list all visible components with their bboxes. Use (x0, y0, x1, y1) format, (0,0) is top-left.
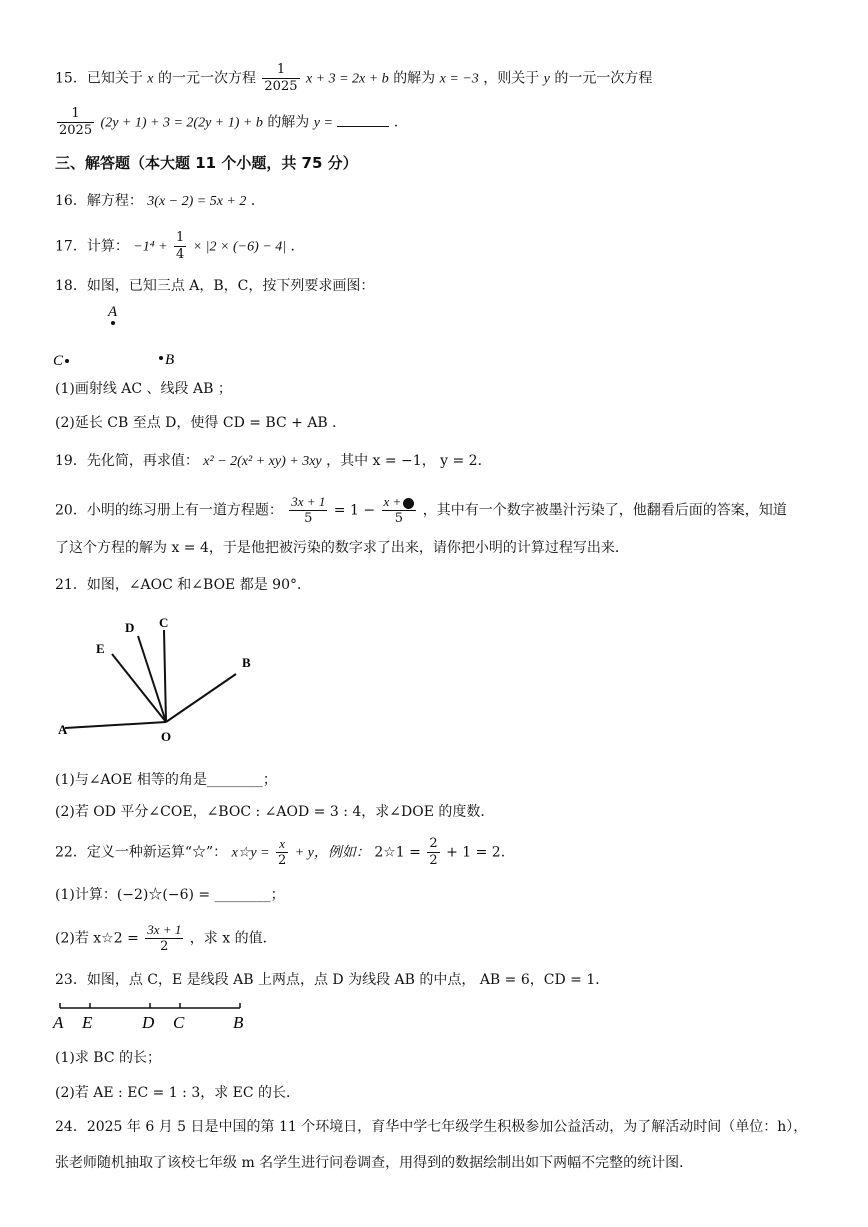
q22-def-fraction: $\frac{x}{2}$ (277, 836, 287, 868)
q19 (55, 451, 492, 472)
q15-fraction-1: $\frac{1}{2025}$ (264, 62, 298, 94)
q22-def-a: x☆y = (231, 845, 270, 861)
q21-figure (50, 610, 270, 745)
q22-line1 (55, 836, 515, 869)
q16 (55, 191, 265, 212)
q18-label-b: B (165, 352, 175, 368)
q23-label-a: A (53, 1013, 64, 1032)
q21-label-c: C (159, 615, 169, 630)
q21-label-b: B (242, 655, 251, 670)
q18-label-c: C (53, 353, 64, 369)
q22-part2-fraction: $\frac{3x + 1}{2}$ (147, 922, 182, 954)
q23-text: 23．如图，点 C，E 是线段 AB 上两点，点 D 为线段 AB 的中点， AB = 6，CD = 1． (55, 972, 610, 988)
q16-end: ． (250, 193, 265, 209)
q16-equation: 3(x − 2) = 5x + 2 (147, 194, 247, 209)
ray-ob (166, 674, 236, 722)
q20-mid: = 1 − (333, 502, 376, 519)
section-3-title: 三、解答题（本大题 11 个小题，共 75 分） (55, 154, 358, 172)
q21-label-d: D (125, 620, 135, 635)
q18-point-b (159, 356, 163, 360)
q22-label: 22．定义一种新运算“☆”： (55, 844, 228, 861)
q15-fraction-2: $\frac{1}{2025}$ (59, 106, 93, 138)
q19-label: 19．先化简，再求值： (55, 453, 199, 469)
q15-text-a: 15．已知关于 (55, 70, 143, 87)
q18-point-a (111, 321, 115, 325)
ray-oc (164, 630, 166, 722)
q15-equation-2: (2y + 1) + 3 = 2(2y + 1) + b (100, 115, 263, 131)
q18-part1: (1)画射线 AC 、线段 AB ； (55, 381, 232, 397)
q20-line2: 了这个方程的解为 x = 4，于是他把被污染的数字求了出来，请你把小明的计算过程写出来． (55, 540, 629, 556)
q18-label-a: A (108, 304, 118, 320)
q20-line1 (55, 494, 787, 527)
q21-text: 21．如图，∠AOC 和∠BOE 都是 90°． (55, 577, 311, 593)
q17-label: 17．计算： (55, 238, 129, 255)
q15-text-b: 的一元一次方程 (157, 70, 256, 87)
q15-line1 (55, 62, 652, 95)
q15-text-e: 的一元一次方程 (554, 70, 653, 87)
q23-figure (50, 998, 260, 1034)
q21-label-o: O (161, 729, 172, 744)
q17-expr-pre: −1⁴ + (133, 239, 168, 255)
q22-example-fraction: $\frac{2}{2}$ (429, 836, 438, 868)
q22-part2-b: ，求 x 的值． (189, 930, 277, 947)
q18-figure (50, 298, 210, 372)
q15-text-c: 的解为 (393, 70, 436, 87)
q15-end: ． (393, 114, 408, 131)
q17-expr-post: × |2 × (−6) − 4| (192, 239, 287, 255)
q22-example-a: 2☆1 = (374, 844, 421, 861)
q23-part2: (2)若 AE : EC = 1 : 3，求 EC 的长． (55, 1085, 301, 1101)
q16-label: 16．解方程： (55, 193, 143, 209)
q15-equation-1: x + 3 = 2x + b (305, 71, 389, 87)
q20-rest1: ，其中有一个数字被墨汁污染了，他翻看后面的答案，知道 (422, 502, 787, 519)
q21-part2: (2)若 OD 平分∠COE，∠BOC : ∠AOD = 3 : 4，求∠DOE 的度数． (55, 804, 495, 820)
q21-label-e: E (96, 641, 105, 656)
q17-fraction: $\frac{1}{4}$ (176, 230, 185, 262)
q15-text-d: ，则关于 (483, 70, 540, 87)
ray-oe (112, 654, 166, 722)
q23-part1: (1)求 BC 的长； (55, 1050, 161, 1066)
q17-end: ． (290, 238, 305, 255)
q18-part2: (2)延长 CB 至点 D，使得 CD = BC + AB ． (55, 415, 347, 431)
q20-fraction-2: $\frac{x +}{5}$ (382, 494, 417, 527)
q23-label-b: B (233, 1013, 244, 1032)
q15-text-f: 的解为 (267, 114, 310, 131)
q15-answer-blank[interactable] (337, 112, 389, 127)
q15-solution: x = −3 (439, 71, 479, 87)
q19-expression: x² − 2(x² + xy) + 3xy (203, 454, 322, 469)
ray-oa (65, 722, 166, 728)
q21-label-a: A (58, 722, 68, 737)
q17 (55, 230, 305, 263)
q21-part1: (1)与∠AOE 相等的角是________； (55, 772, 277, 788)
q18-text: 18．如图，已知三点 A，B，C，按下列要求画图： (55, 278, 375, 294)
q22-part1: (1)计算：(−2)☆(−6) = ________； (55, 887, 285, 903)
q15-var-x: x (147, 71, 154, 87)
q24-line1: 24．2025 年 6 月 5 日是中国的第 11 个环境日，育华中学七年级学生积极参加公益活动，为了解活动时间（单位：h）， (55, 1119, 808, 1135)
q22-def-b: + y，例如： (294, 845, 370, 861)
q20-label: 20．小明的练习册上有一道方程题： (55, 502, 283, 519)
q15-var-y: y (543, 71, 550, 87)
q24-line2: 张老师随机抽取了该校七年级 m 名学生进行问卷调查，用得到的数据绘制出如下两幅不完整的统计图． (55, 1155, 694, 1171)
q23-label-e: E (82, 1013, 93, 1032)
ink-blot-icon (403, 498, 414, 509)
q19-condition: ，其中 x = −1， y = 2． (326, 453, 492, 469)
q15-answer-lhs: y = (313, 115, 333, 131)
q22-part2 (55, 922, 277, 955)
q20-fraction-1: $\frac{3x + 1}{5}$ (291, 494, 326, 526)
q22-part2-a: (2)若 x☆2 = (55, 930, 139, 947)
q20-fraction-2-num: x + (383, 494, 402, 509)
ray-od (138, 636, 166, 722)
q15-line2 (55, 106, 408, 139)
q23-label-d: D (142, 1013, 155, 1032)
q18-point-c (65, 359, 69, 363)
q22-example-b: + 1 = 2． (446, 844, 515, 861)
q23-label-c: C (173, 1013, 185, 1032)
